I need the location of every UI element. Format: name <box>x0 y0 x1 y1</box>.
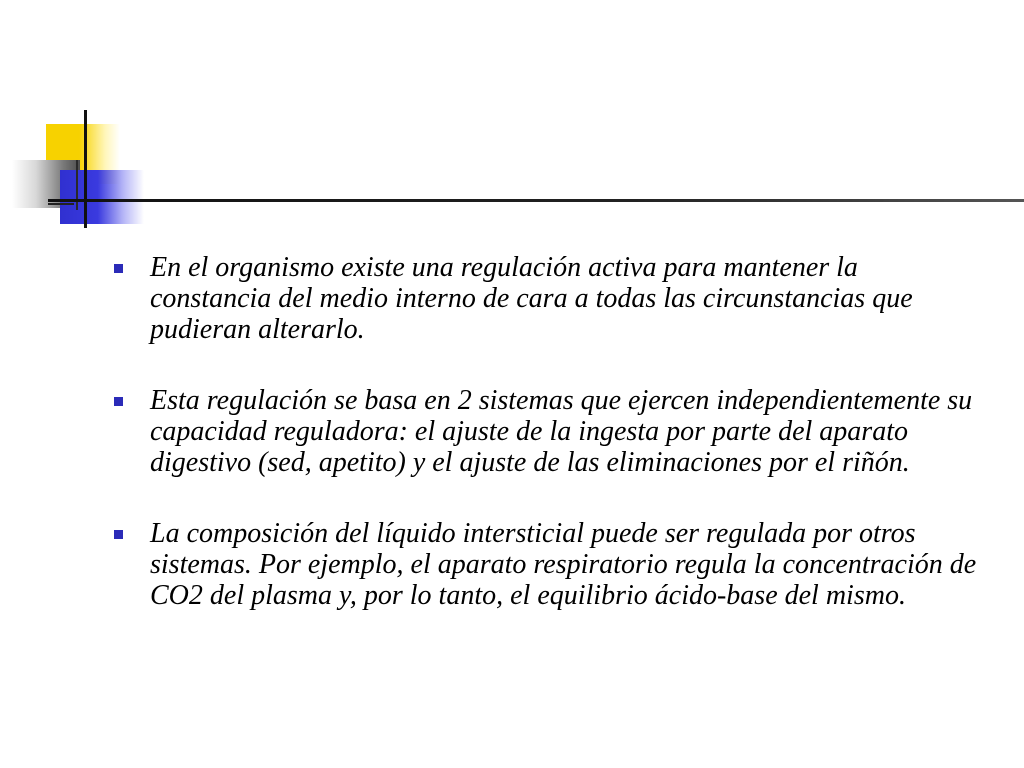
bullet-item <box>108 518 978 611</box>
blue-square-icon <box>60 170 144 224</box>
bullet-list <box>108 252 978 651</box>
title-divider <box>48 199 1024 202</box>
square-bullet-icon <box>114 397 123 406</box>
bullet-item <box>108 252 978 345</box>
bullet-text: Esta regulación se basa en 2 sistemas que ejercen independientemente su capacidad reguladora: el ajuste de la ingesta por parte del aparato digestivo (sed, apetito) y el ajuste de las eliminaciones por el riñón. <box>150 385 973 478</box>
bullet-text: En el organismo existe una regulación activa para mantener la constancia del medio interno de cara a todas las circunstancias que pudieran alterarlo. <box>150 252 913 345</box>
vertical-rule <box>84 110 87 228</box>
bullet-item <box>108 385 978 478</box>
vertical-rule-short <box>76 160 78 210</box>
square-bullet-icon <box>114 264 123 273</box>
square-bullet-icon <box>114 530 123 539</box>
bullet-text: La composición del líquido intersticial puede ser regulada por otros sistemas. Por ejemplo, el aparato respiratorio regula la concentración de CO2 del plasma y, por lo tanto, el equilibrio ácido-base del mismo. <box>150 518 977 611</box>
decorative-logo <box>0 0 1024 240</box>
title-divider-short <box>48 203 74 205</box>
